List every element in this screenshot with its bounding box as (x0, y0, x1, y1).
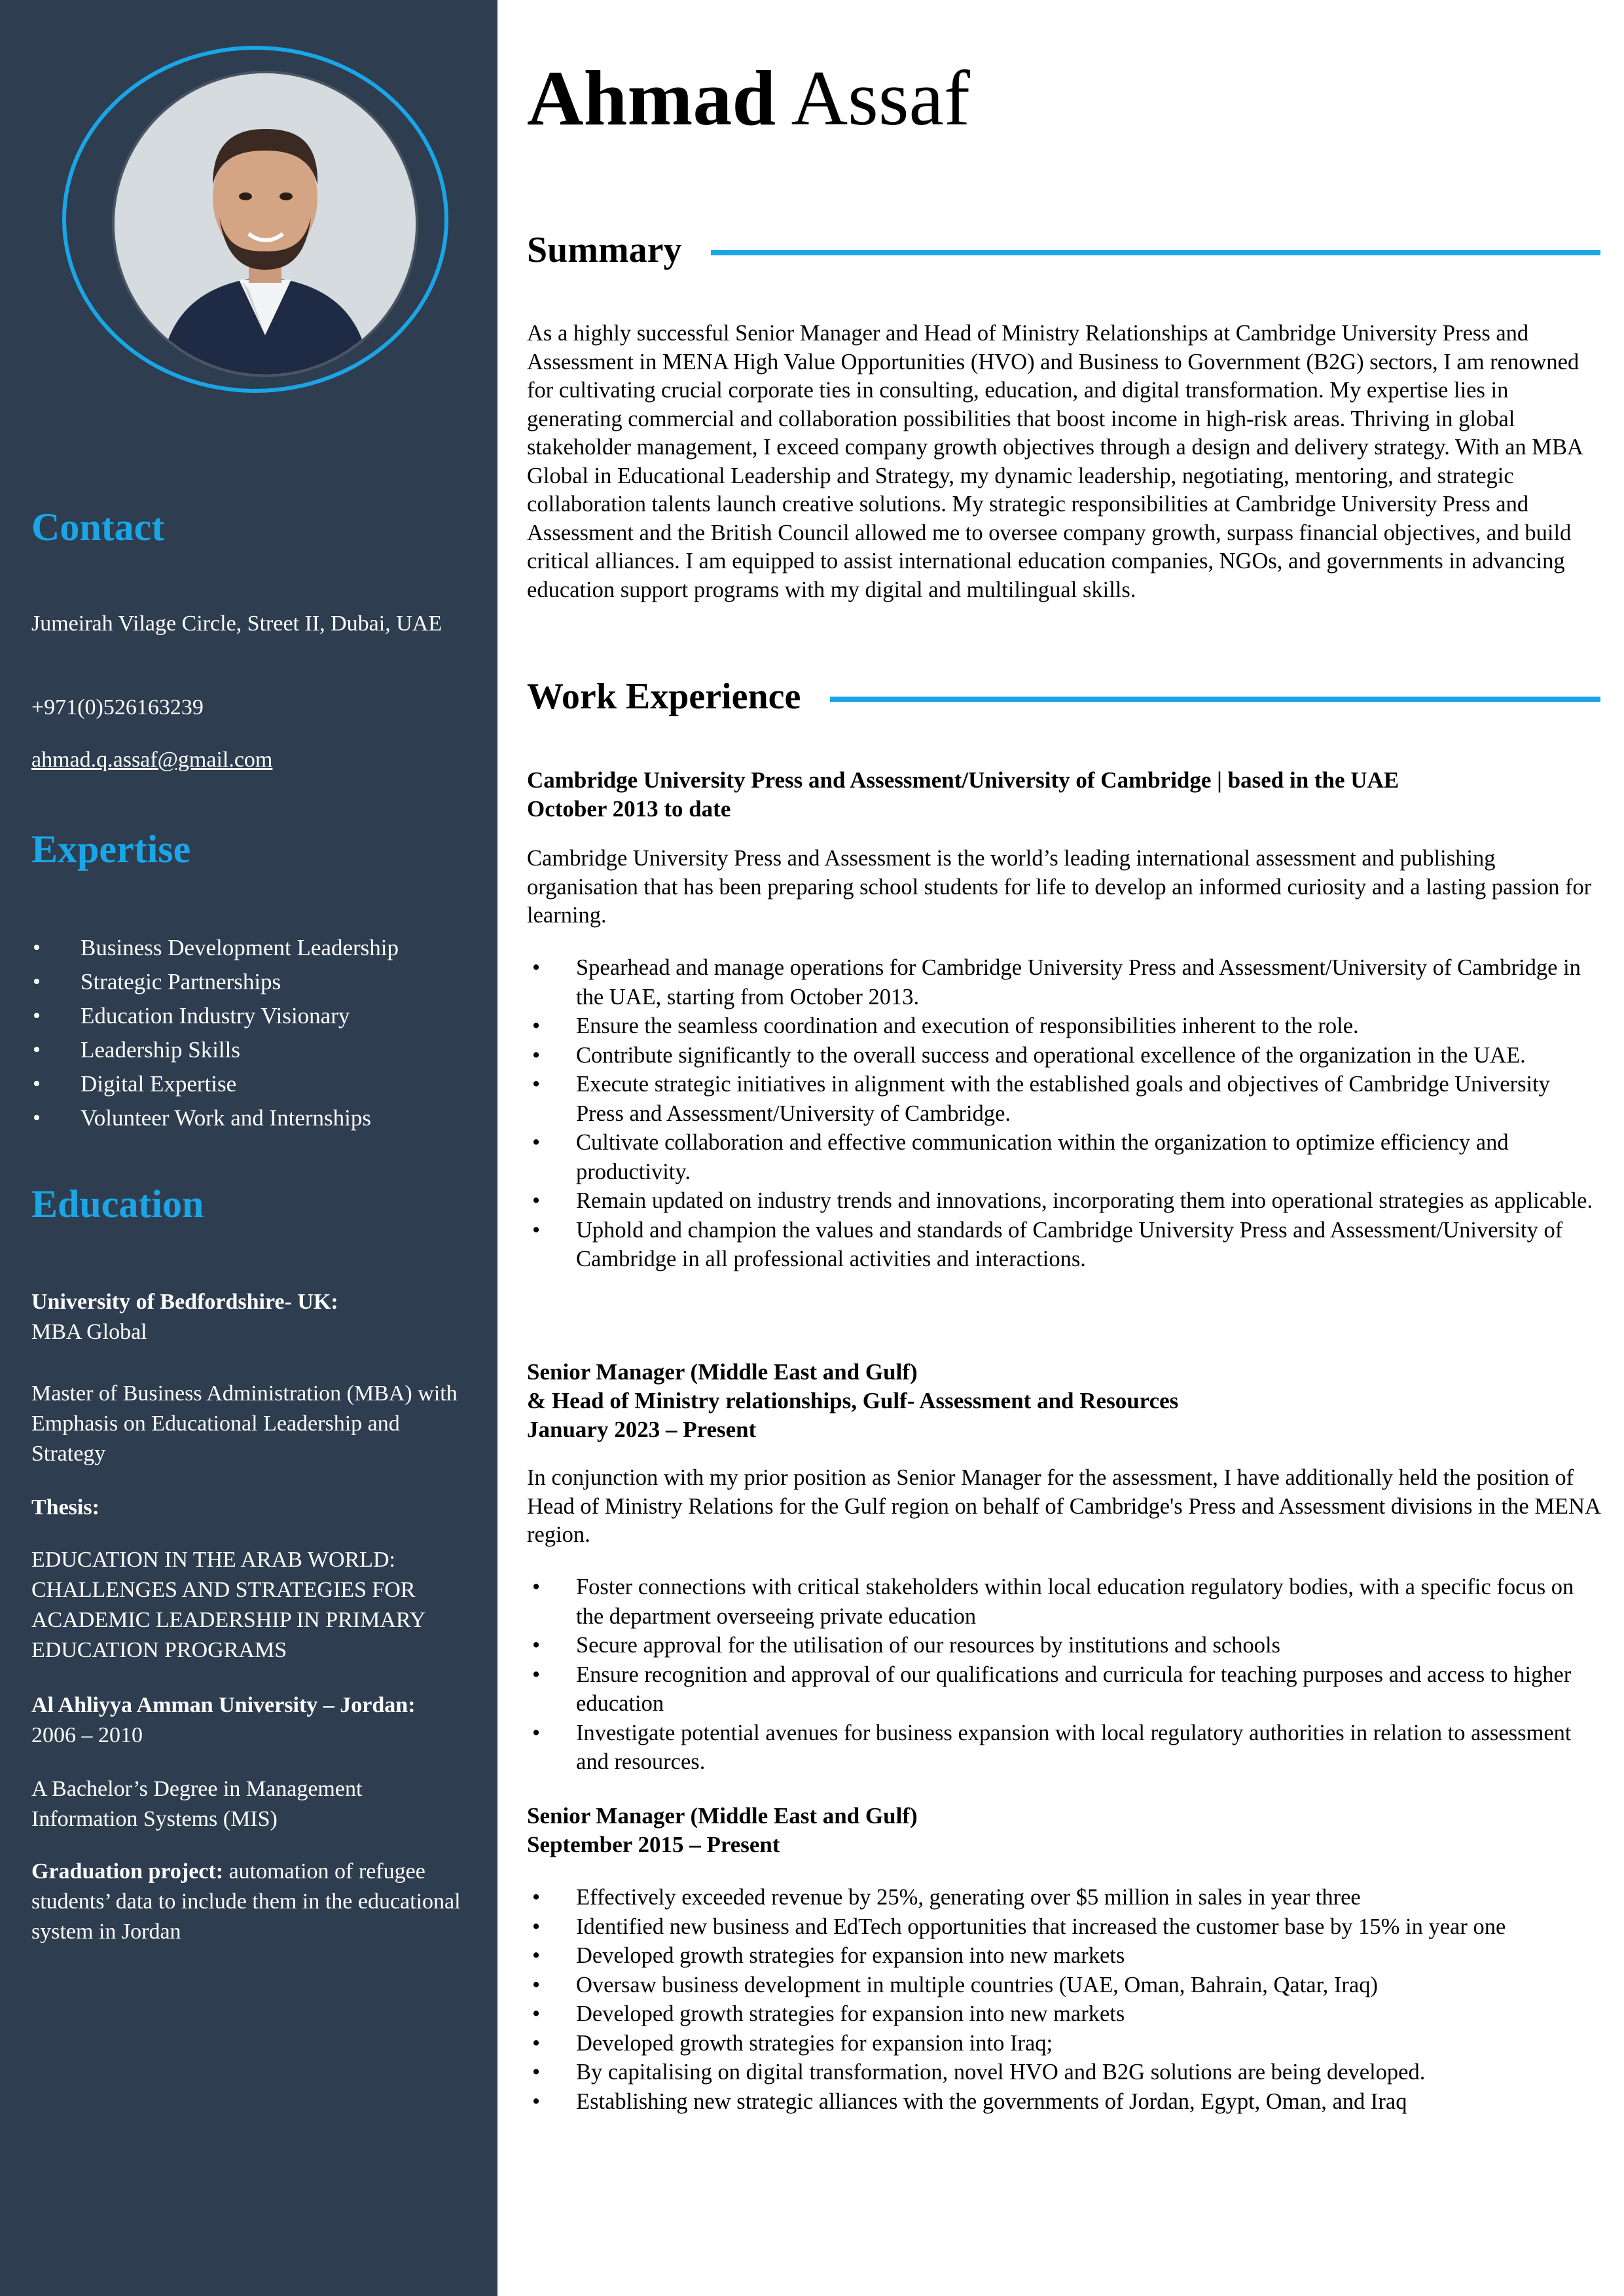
job3-bullet: • Oversaw business development in multiple countries (UAE, Oman, Bahrain, Qatar, Iraq) (527, 1971, 1600, 2000)
expertise-item: • Business Development Leadership (31, 931, 477, 965)
job2-bullets (527, 1573, 1600, 1777)
uni1-degree: MBA Global (31, 1320, 147, 1344)
education-heading: Education (31, 1182, 204, 1226)
job3-bullets (527, 1883, 1600, 2116)
expertise-section (31, 828, 477, 871)
summary-header (527, 229, 1600, 271)
last-name: Assaf (791, 54, 970, 141)
job3-bullet: • By capitalising on digital transformation, novel HVO and B2G solutions are being developed. (527, 2058, 1600, 2087)
job1-header (527, 766, 1600, 824)
job1-bullet: • Execute strategic initiatives in alignment with the established goals and objectives of Cambridge University Press and Assessment/University of Cambridge. (527, 1070, 1600, 1128)
job3-header (527, 1802, 1600, 1859)
edu-thesis-title: EDUCATION IN THE ARAB WORLD: CHALLENGES AND STRATEGIES FOR ACADEMIC LEADERSHIP IN PRIMARY EDUCATION PROGRAMS (31, 1548, 425, 1662)
expertise-item: • Digital Expertise (31, 1067, 477, 1101)
expertise-item: • Leadership Skills (31, 1033, 477, 1067)
first-name: Ahmad (527, 54, 776, 141)
email-link[interactable]: ahmad.q.assaf@gmail.com (31, 748, 273, 772)
job2-title2: & Head of Ministry relationships, Gulf- Assessment and Resources (527, 1388, 1179, 1413)
job2-dates: January 2023 – Present (527, 1417, 757, 1442)
job1-bullet: • Contribute significantly to the overall success and operational excellence of the organization in the UAE. (527, 1041, 1600, 1070)
uni1-name: University of Bedfordshire- UK: (31, 1290, 338, 1314)
job3-dates: September 2015 – Present (527, 1832, 780, 1857)
edu-uni1-desc: Master of Business Administration (MBA) with Emphasis on Educational Leadership and Strategy (31, 1381, 458, 1466)
expertise-list (31, 931, 477, 1135)
job1-title: Cambridge University Press and Assessment/University of Cambridge | based in the UAE (527, 767, 1399, 793)
job3-bullet: • Identified new business and EdTech opportunities that increased the customer base by 15% in year one (527, 1912, 1600, 1942)
job1-bullet: • Uphold and champion the values and standards of Cambridge University Press and Assessment/University of Cambridge in all professional activities and interactions. (527, 1216, 1600, 1274)
job3-bullet: • Developed growth strategies for expansion into Iraq; (527, 2029, 1600, 2058)
contact-address: Jumeirah Vilage Circle, Street II, Dubai, UAE (31, 611, 442, 636)
job2-bullet: • Investigate potential avenues for business expansion with local regulatory authorities in relation to assessment and resources. (527, 1719, 1600, 1777)
sidebar (0, 0, 497, 2296)
summary-text: As a highly successful Senior Manager and Head of Ministry Relationships at Cambridge University Press and Assessment in MENA High Value Opportunities (HVO) and Business to Government (B2G) sectors, I am renowned for cultivating crucial corporate ties in consulting, education, and digital transformation. My expertise lies in generating commercial and collaboration possibilities that boost income in high-risk areas. Thriving in global stakeholder management, I exceed company growth objectives through a design and delivery strategy. With an MBA Global in Educational Leadership and Strategy, my dynamic leadership, negotiating, mentoring, and strategic collaboration talents launch creative solutions. My strategic responsibilities at Cambridge University Press and Assessment and the British Council allowed me to oversee company growth, surpass financial objectives, and build critical alliances. I am equipped to assist international education companies, NGOs, and governments in advancing education support programs with my digital and multilingual skills. (527, 321, 1582, 602)
job1-bullet: • Ensure the seamless coordination and execution of responsibilities inherent to the role. (527, 1011, 1600, 1041)
contact-email[interactable] (31, 745, 477, 775)
job3-bullet: • Developed growth strategies for expansion into new markets (527, 1941, 1600, 1971)
expertise-heading: Expertise (31, 828, 191, 871)
contact-heading: Contact (31, 505, 165, 549)
job1-bullets (527, 953, 1600, 1274)
grad-label: Graduation project: (31, 1859, 224, 1884)
expertise-item: • Volunteer Work and Internships (31, 1101, 477, 1135)
summary-heading: Summary (527, 230, 682, 270)
job3-bullet: • Establishing new strategic alliances with the governments of Jordan, Egypt, Oman, and Iraq (527, 2087, 1600, 2117)
education-section (31, 1182, 477, 1226)
summary-body (527, 319, 1600, 604)
job2-bullet: • Ensure recognition and approval of our qualifications and curricula for teaching purposes and access to higher education (527, 1660, 1600, 1719)
profile-photo (115, 73, 416, 374)
job1-desc: Cambridge University Press and Assessment is the world’s leading international assessment and publishing organisation that has been preparing school students for life to develop an informed curiosity and a lasting passion for learning. (527, 846, 1592, 928)
summary-rule (711, 250, 1600, 255)
job3-bullet: • Effectively exceeded revenue by 25%, generating over $5 million in sales in year three (527, 1883, 1600, 1912)
edu-uni1 (31, 1287, 477, 1347)
edu-thesis-label: Thesis: (31, 1495, 99, 1520)
job2-bullet: • Foster connections with critical stakeholders within local education regulatory bodies, with a specific focus on the department overseeing private education (527, 1573, 1600, 1631)
job2-bullet: • Secure approval for the utilisation of our resources by institutions and schools (527, 1631, 1600, 1660)
edu-uni2 (31, 1690, 477, 1751)
grad-text: automation of refugee students’ data to include them in the educational system in Jordan (31, 1859, 461, 1944)
job3-title: Senior Manager (Middle East and Gulf) (527, 1803, 918, 1829)
edu-uni2-desc: A Bachelor’s Degree in Management Information Systems (MIS) (31, 1777, 363, 1831)
work-header (527, 676, 1600, 718)
job2-header (527, 1358, 1600, 1444)
job1-dates: October 2013 to date (527, 796, 731, 822)
job1-bullet: • Spearhead and manage operations for Cambridge University Press and Assessment/University of Cambridge in the UAE, starting from October 2013. (527, 953, 1600, 1011)
contact-phone: +971(0)526163239 (31, 695, 204, 720)
job3-bullet: • Developed growth strategies for expansion into new markets (527, 1999, 1600, 2029)
job1-bullet: • Remain updated on industry trends and innovations, incorporating them into operational strategies as applicable. (527, 1186, 1600, 1216)
work-rule (830, 697, 1600, 702)
work-heading: Work Experience (527, 676, 801, 717)
job2-title1: Senior Manager (Middle East and Gulf) (527, 1359, 918, 1385)
expertise-item: • Strategic Partnerships (31, 965, 477, 999)
uni2-name: Al Ahliyya Amman University – Jordan: (31, 1693, 416, 1717)
job1-bullet: • Cultivate collaboration and effective communication within the organization to optimize efficiency and productivity. (527, 1128, 1600, 1186)
job2-desc: In conjunction with my prior position as Senior Manager for the assessment, I have additionally held the position of Head of Ministry Relations for the Gulf region on behalf of Cambridge's Press and Assessment divisions in the MENA region. (527, 1465, 1600, 1547)
expertise-item: • Education Industry Visionary (31, 999, 477, 1033)
uni2-years: 2006 – 2010 (31, 1723, 143, 1747)
contact-section (31, 505, 477, 549)
edu-grad-project (31, 1857, 483, 1947)
candidate-name (527, 49, 970, 147)
